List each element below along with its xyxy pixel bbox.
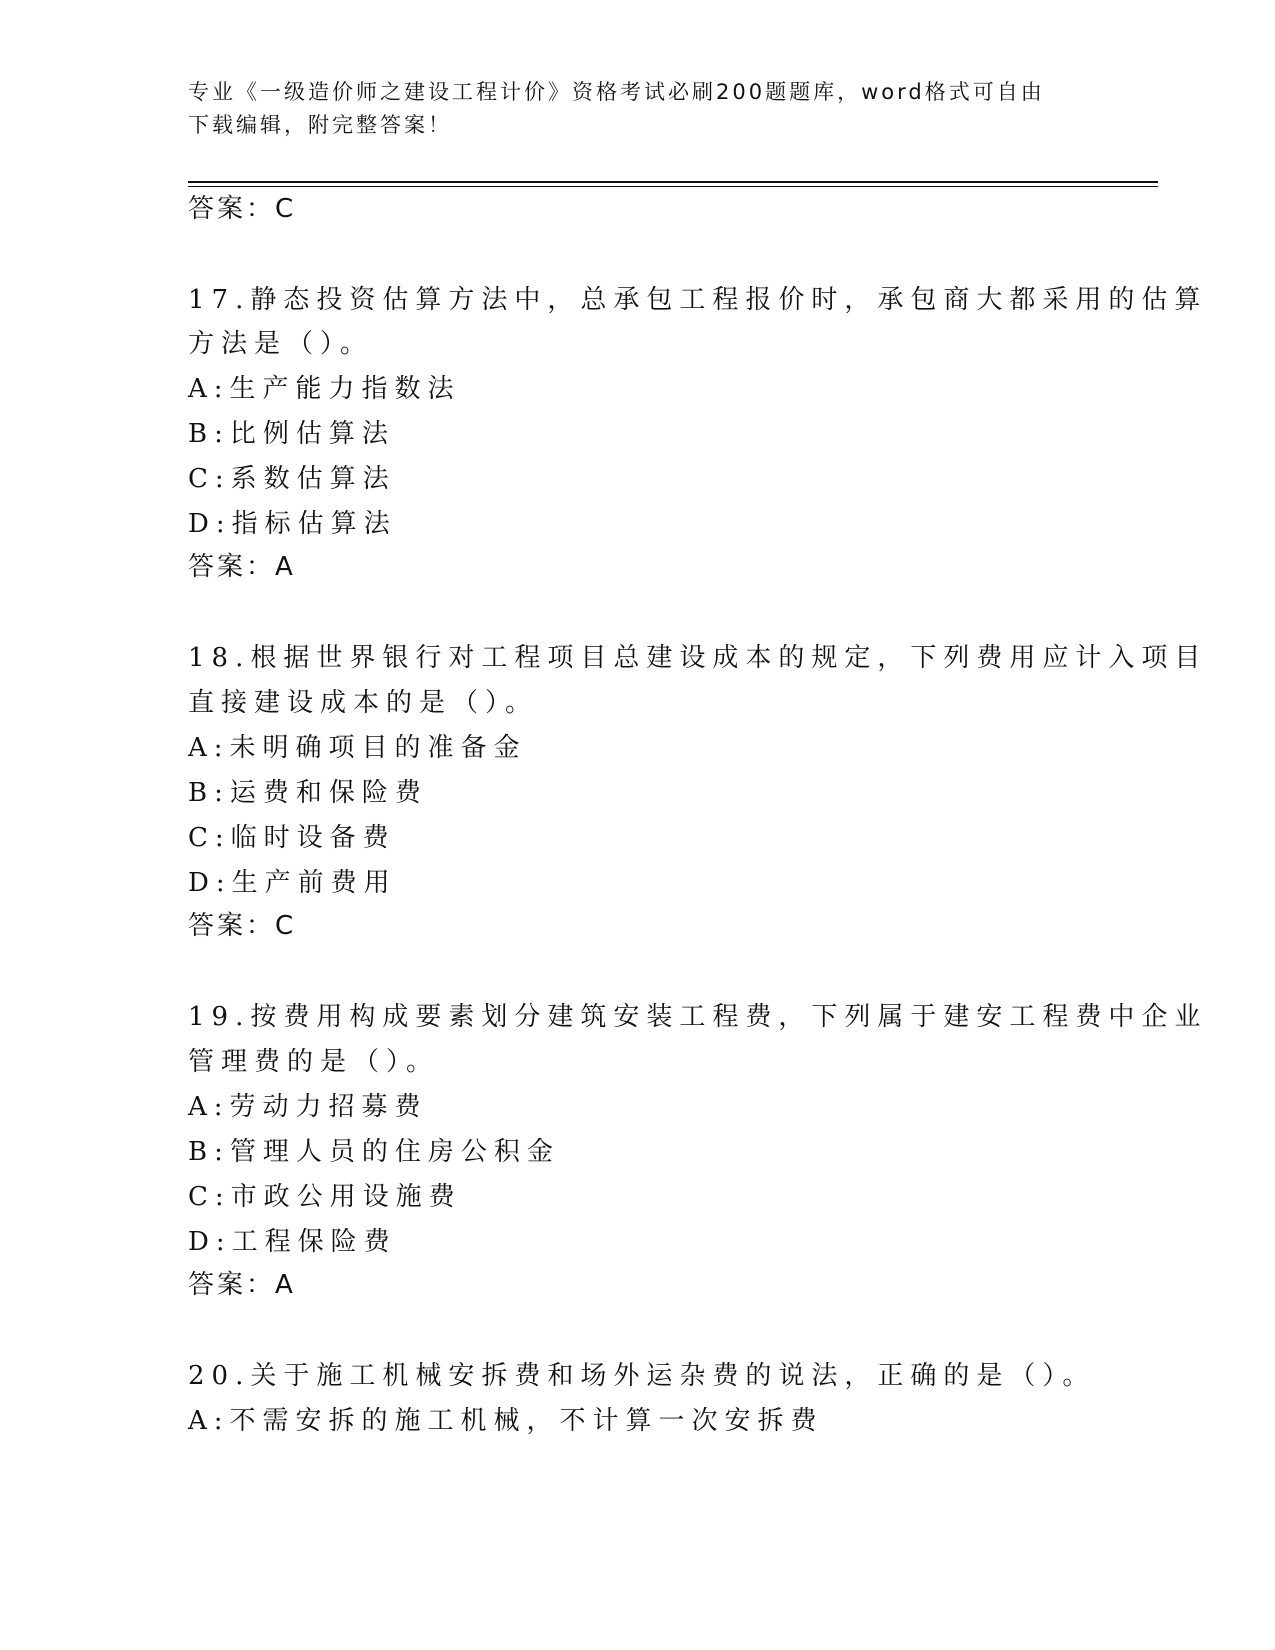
- question-20-option-a: A:不需安拆的施工机械，不计算一次安拆费: [188, 1406, 824, 1436]
- question-17-stem-line-1: 17.静态投资估算方法中，总承包工程报价时，承包商大都采用的估算: [188, 285, 1208, 315]
- question-18-stem-line-1: 18.根据世界银行对工程项目总建设成本的规定，下列费用应计入项目: [188, 643, 1208, 673]
- question-19-stem-line-2: 管理费的是（）。: [188, 1047, 440, 1077]
- question-18-stem-line-2: 直接建设成本的是（）。: [188, 688, 539, 718]
- question-18-option-b: B:运费和保险费: [188, 778, 428, 808]
- question-19-option-c: C:市政公用设施费: [188, 1182, 462, 1212]
- question-19-option-d: D:工程保险费: [188, 1227, 397, 1257]
- question-17-option-d: D:指标估算法: [188, 509, 397, 539]
- question-18-option-a: A:未明确项目的准备金: [188, 733, 527, 763]
- previous-answer: 答案：C: [188, 194, 297, 224]
- question-19-option-b: B:管理人员的住房公积金: [188, 1137, 560, 1167]
- question-19-option-a: A:劳动力招募费: [188, 1092, 428, 1122]
- question-19-answer: 答案：A: [188, 1270, 296, 1300]
- question-17-option-c: C:系数估算法: [188, 464, 396, 494]
- question-20-stem: 20.关于施工机械安拆费和场外运杂费的说法，正确的是（）。: [188, 1361, 1096, 1391]
- question-18-option-c: C:临时设备费: [188, 823, 396, 853]
- header-line-2: 下载编辑，附完整答案！: [188, 113, 452, 137]
- question-18-option-d: D:生产前费用: [188, 868, 397, 898]
- question-17-answer: 答案：A: [188, 552, 296, 582]
- question-18-answer: 答案：C: [188, 911, 297, 941]
- header-rule-thick: [188, 181, 1158, 183]
- question-17-option-a: A:生产能力指数法: [188, 374, 461, 404]
- question-19-stem-line-1: 19.按费用构成要素划分建筑安装工程费，下列属于建安工程费中企业: [188, 1002, 1208, 1032]
- question-17-stem-line-2: 方法是（）。: [188, 329, 374, 359]
- header-rule-thin: [188, 186, 1158, 187]
- question-17-option-b: B:比例估算法: [188, 419, 395, 449]
- header-line-1: 专业《一级造价师之建设工程计价》资格考试必刷200题题库，word格式可自由: [188, 80, 1045, 104]
- page-header: [188, 76, 1088, 142]
